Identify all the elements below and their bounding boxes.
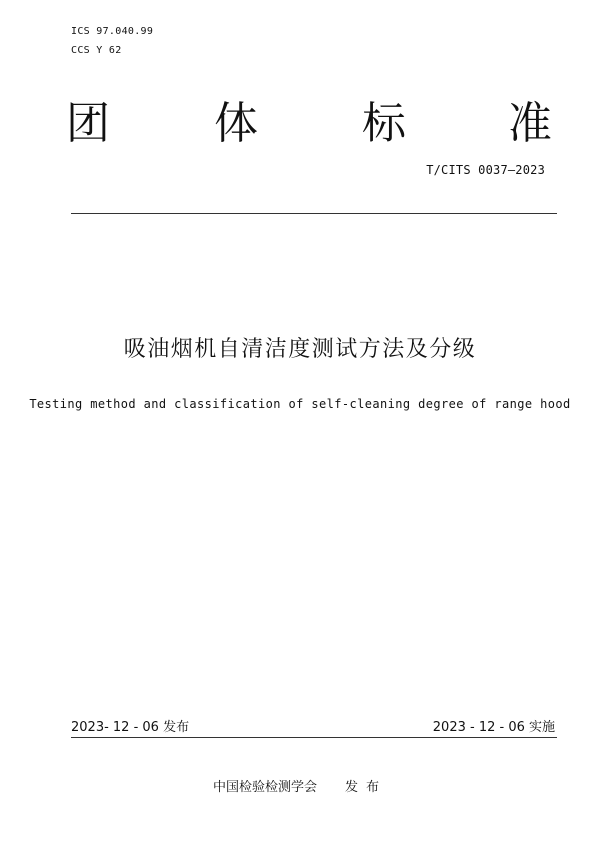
standard-type-char-2: 体 xyxy=(214,98,258,149)
implementation-date: 2023 - 12 - 06 实施 xyxy=(432,720,555,735)
standard-type-char-4: 准 xyxy=(508,98,552,149)
top-divider xyxy=(71,213,557,214)
bottom-divider xyxy=(71,737,557,738)
document-title-chinese: 吸油烟机自清洁度测试方法及分级 xyxy=(123,337,477,362)
ccs-code: CCS Y 62 xyxy=(71,45,122,56)
publisher-name: 中国检验检测学会 xyxy=(212,780,317,795)
document-title-english: Testing method and classification of self-cleaning degree of range hood xyxy=(29,397,571,411)
standard-number: T/CITS 0037—2023 xyxy=(426,163,545,177)
ics-code: ICS 97.040.99 xyxy=(71,26,154,37)
standard-type-char-1: 团 xyxy=(66,98,110,149)
issue-date: 2023- 12 - 06 发布 xyxy=(71,720,190,735)
publish-label: 发布 xyxy=(345,780,388,795)
publisher-line xyxy=(0,776,600,795)
standard-type-char-3: 标 xyxy=(362,98,406,149)
